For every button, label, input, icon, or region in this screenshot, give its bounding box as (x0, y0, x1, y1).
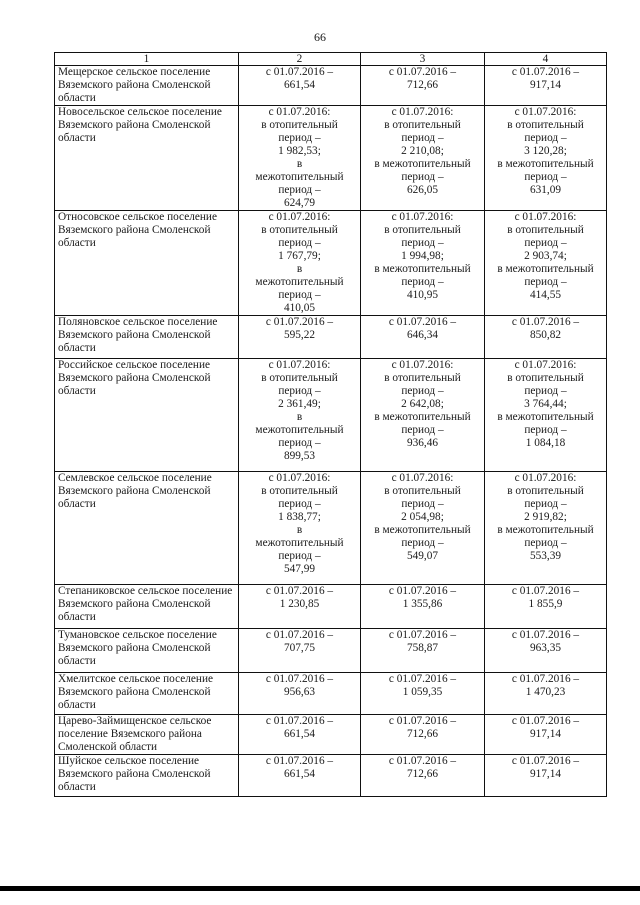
table-row (55, 629, 607, 673)
value-cell: с 01.07.2016 – 1 855,9 (485, 585, 607, 629)
header-cell: 3 (361, 53, 485, 66)
table-header-row (55, 53, 607, 66)
settlement-name-cell: Хмелитское сельское поселение Вяземского района Смоленской области (55, 673, 239, 715)
settlement-name-cell: Относовское сельское поселение Вяземского района Смоленской области (55, 211, 239, 316)
table-row (55, 673, 607, 715)
value-cell: с 01.07.2016 – 595,22 (239, 316, 361, 359)
value-cell: с 01.07.2016 – 1 470,23 (485, 673, 607, 715)
value-cell: с 01.07.2016 – 712,66 (361, 755, 485, 797)
page-number: 66 (314, 30, 326, 44)
value-cell: с 01.07.2016 – 917,14 (485, 715, 607, 755)
value-cell: с 01.07.2016: в отопительный период – 1 982,53; в межотопительный период – 624,79 (239, 106, 361, 211)
value-cell: с 01.07.2016: в отопительный период – 2 210,08; в межотопительный период – 626,05 (361, 106, 485, 211)
bottom-border-rule (0, 886, 640, 891)
value-cell: с 01.07.2016 – 712,66 (361, 715, 485, 755)
value-cell: с 01.07.2016 – 1 059,35 (361, 673, 485, 715)
value-cell: с 01.07.2016: в отопительный период – 2 919,82; в межотопительный период – 553,39 (485, 472, 607, 585)
table-row (55, 359, 607, 472)
settlement-name-cell: Российское сельское поселение Вяземского района Смоленской области (55, 359, 239, 472)
value-cell: с 01.07.2016 – 707,75 (239, 629, 361, 673)
settlement-name-cell: Тумановское сельское поселение Вяземского района Смоленской области (55, 629, 239, 673)
header-cell: 2 (239, 53, 361, 66)
value-cell: с 01.07.2016 – 758,87 (361, 629, 485, 673)
table-row (55, 585, 607, 629)
value-cell: с 01.07.2016 – 1 230,85 (239, 585, 361, 629)
value-cell: с 01.07.2016: в отопительный период – 3 120,28; в межотопительный период – 631,09 (485, 106, 607, 211)
value-cell: с 01.07.2016 – 712,66 (361, 66, 485, 106)
value-cell: с 01.07.2016: в отопительный период – 3 764,44; в межотопительный период – 1 084,18 (485, 359, 607, 472)
value-cell: с 01.07.2016 – 661,54 (239, 66, 361, 106)
settlement-name-cell: Поляновское сельское поселение Вяземского района Смоленской области (55, 316, 239, 359)
value-cell: с 01.07.2016 – 661,54 (239, 755, 361, 797)
settlement-name-cell: Царево-Займищенское сельское поселение Вяземского района Смоленской области (55, 715, 239, 755)
value-cell: с 01.07.2016: в отопительный период – 2 903,74; в межотопительный период – 414,55 (485, 211, 607, 316)
table-row (55, 66, 607, 106)
settlement-name-cell: Шуйское сельское поселение Вяземского района Смоленской области (55, 755, 239, 797)
table-row (55, 211, 607, 316)
table-row (55, 472, 607, 585)
settlement-name-cell: Семлевское сельское поселение Вяземского района Смоленской области (55, 472, 239, 585)
value-cell: с 01.07.2016: в отопительный период – 2 054,98; в межотопительный период – 549,07 (361, 472, 485, 585)
table-row (55, 106, 607, 211)
settlement-name-cell: Степаниковское сельское поселение Вяземского района Смоленской области (55, 585, 239, 629)
value-cell: с 01.07.2016: в отопительный период – 1 838,77; в межотопительный период – 547,99 (239, 472, 361, 585)
value-cell: с 01.07.2016 – 917,14 (485, 755, 607, 797)
value-cell: с 01.07.2016 – 646,34 (361, 316, 485, 359)
value-cell: с 01.07.2016 – 661,54 (239, 715, 361, 755)
value-cell: с 01.07.2016 – 956,63 (239, 673, 361, 715)
value-cell: с 01.07.2016: в отопительный период – 1 994,98; в межотопительный период – 410,95 (361, 211, 485, 316)
table-row (55, 755, 607, 797)
header-cell: 1 (55, 53, 239, 66)
header-cell: 4 (485, 53, 607, 66)
value-cell: с 01.07.2016 – 850,82 (485, 316, 607, 359)
table-row (55, 316, 607, 359)
value-cell: с 01.07.2016: в отопительный период – 2 361,49; в межотопительный период – 899,53 (239, 359, 361, 472)
settlement-name-cell: Мещерское сельское поселение Вяземского района Смоленской области (55, 66, 239, 106)
table-row (55, 715, 607, 755)
value-cell: с 01.07.2016 – 917,14 (485, 66, 607, 106)
value-cell: с 01.07.2016 – 963,35 (485, 629, 607, 673)
tariff-table (54, 52, 607, 797)
value-cell: с 01.07.2016: в отопительный период – 1 767,79; в межотопительный период – 410,05 (239, 211, 361, 316)
value-cell: с 01.07.2016 – 1 355,86 (361, 585, 485, 629)
value-cell: с 01.07.2016: в отопительный период – 2 642,08; в межотопительный период – 936,46 (361, 359, 485, 472)
settlement-name-cell: Новосельское сельское поселение Вяземского района Смоленской области (55, 106, 239, 211)
